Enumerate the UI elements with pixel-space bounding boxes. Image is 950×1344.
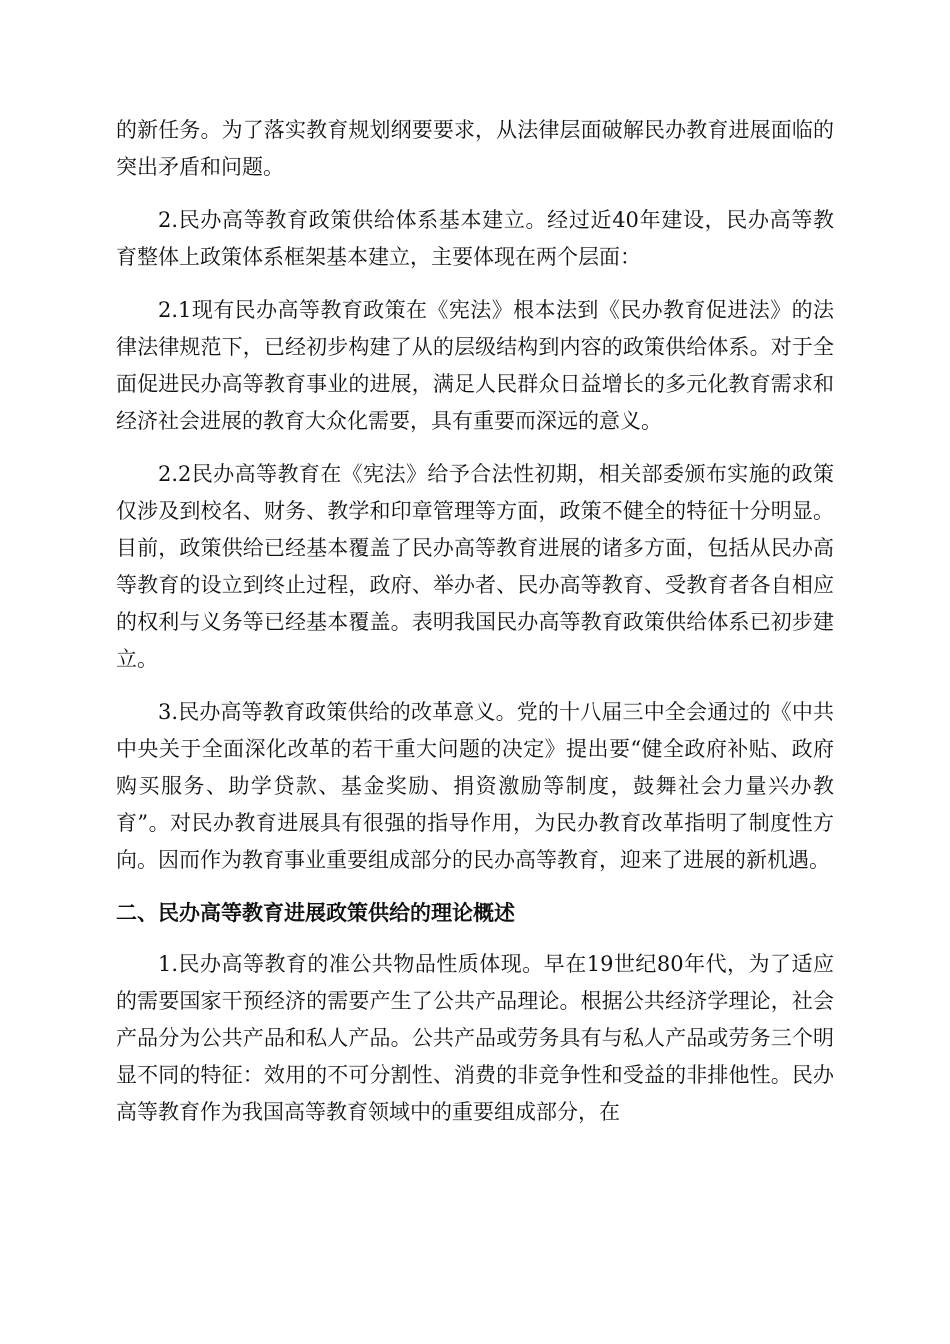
document-body — [116, 112, 834, 1147]
paragraph-policy-2-2: 2.2民办高等教育在《宪法》给予合法性初期，相关部委颁布实施的政策仅涉及到校名、财务、教学和印章管理等方面，政策不健全的特征十分明显。目前，政策供给已经基本覆盖了民办高等教育进展的诸多方面，包括从民办高等教育的设立到终止过程，政府、举办者、民办高等教育、受教育者各自相应的权利与义务等已经基本覆盖。表明我国民办高等教育政策供给体系已初步建立。 — [116, 462, 834, 671]
paragraph-policy-system: 2.民办高等教育政策供给体系基本建立。经过近40年建设，民办高等教育整体上政策体系框架基本建立，主要体现在两个层面： — [116, 208, 834, 269]
paragraph-policy-2-1: 2.1现有民办高等教育政策在《宪法》根本法到《民办教育促进法》的法律法律规范下，已经初步构建了从的层级结构到内容的政策供给体系。对于全面促进民办高等教育事业的进展，满足人民群众日益增长的多元化教育需求和经济社会进展的教育大众化需要，具有重要而深远的意义。 — [116, 298, 834, 433]
paragraph-continuation: 的新任务。为了落实教育规划纲要要求，从法律层面破解民办教育进展面临的突出矛盾和问题。 — [116, 118, 834, 179]
section-heading: 二、民办高等教育进展政策供给的理论概述 — [116, 901, 515, 925]
paragraph-reform-significance: 3.民办高等教育政策供给的改革意义。党的十八届三中全会通过的《中共中央关于全面深化改革的若干重大问题的决定》提出要“健全政府补贴、政府购买服务、助学贷款、基金奖励、捐资激励等制度，鼓舞社会力量兴办教育”。对民办教育进展具有很强的指导作用，为民办教育改革指明了制度性方向。因而作为教育事业重要组成部分的民办高等教育，迎来了进展的新机遇。 — [116, 700, 834, 872]
paragraph-public-goods: 1.民办高等教育的准公共物品性质体现。早在19世纪80年代，为了适应的需要国家干预经济的需要产生了公共产品理论。根据公共经济学理论，社会产品分为公共产品和私人产品。公共产品或劳务具有与私人产品或劳务三个明显不同的特征：效用的不可分割性、消费的非竞争性和受益的非排他性。民办高等教育作为我国高等教育领域中的重要组成部分，在 — [116, 952, 834, 1124]
